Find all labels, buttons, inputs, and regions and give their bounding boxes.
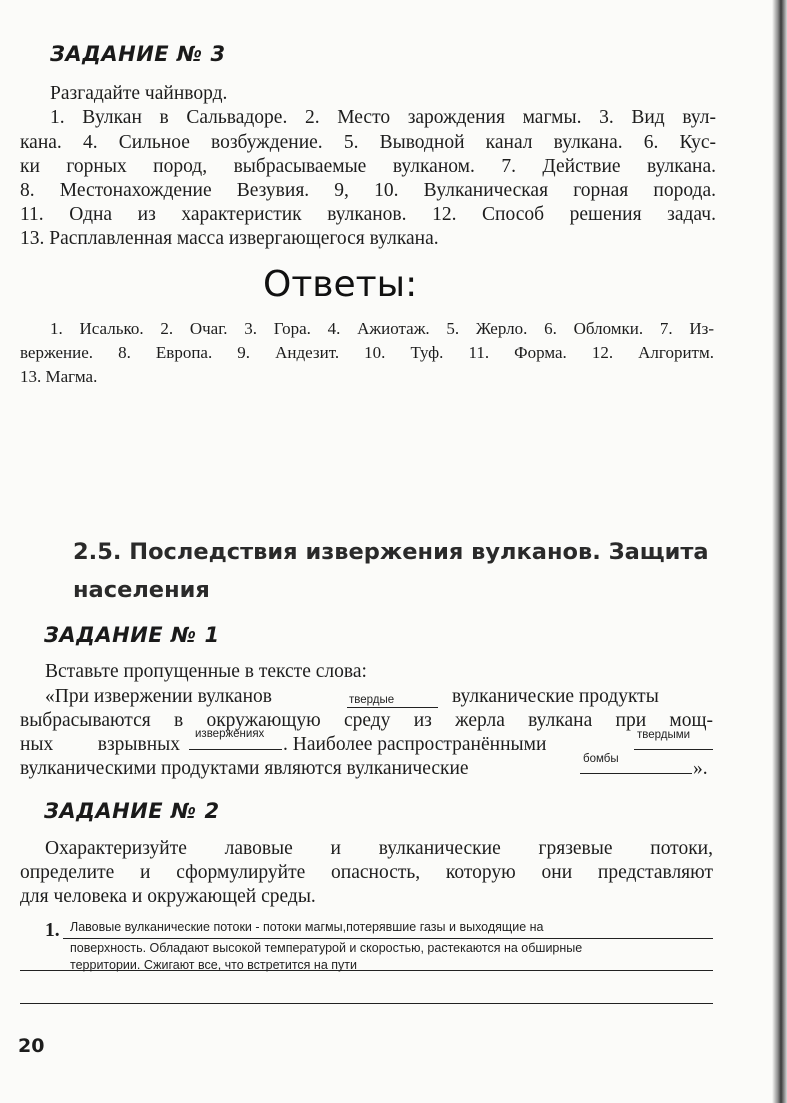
task2-title: ЗАДАНИЕ № 2	[44, 799, 220, 823]
task3-line: кана. 4. Сильное возбуждение. 5. Выводной канал вулкана. 6. Кус-	[20, 132, 716, 153]
task1-instruction: Вставьте пропущенные в тексте слова:	[45, 661, 367, 682]
handwritten-answer-line: территории. Сжигают все, что встретится на пути	[70, 958, 357, 972]
task1-text: вулканические продукты	[452, 686, 659, 707]
answers-line: 1. Исалько. 2. Очаг. 3. Гора. 4. Ажиотаж. 5. Жерло. 6. Обломки. 7. Из-	[50, 319, 714, 338]
task3-line: 13. Расплавленная масса извергающегося вулкана.	[20, 228, 439, 249]
task1-text: вулканическими продуктами являются вулканические	[20, 758, 469, 779]
blank-fill-answer: твердыми	[637, 729, 691, 741]
task1-text: . Наиболее распространёнными	[283, 734, 547, 755]
task1-title: ЗАДАНИЕ № 1	[44, 623, 220, 647]
blank-line	[580, 773, 692, 774]
answer-rule	[20, 1003, 713, 1004]
handwritten-answer-line: поверхность. Обладают высокой температурой и скоростью, растекаются на обширные	[70, 941, 583, 955]
task1-text: «При извержении вулканов	[45, 686, 272, 707]
blank-line	[189, 749, 282, 750]
book-spine-shadow	[772, 0, 787, 1103]
task1-text: ».	[693, 758, 708, 779]
answers-title: Ответы:	[263, 264, 418, 305]
section-title-line1: 2.5. Последствия извержения вулканов. Защита	[73, 539, 709, 565]
task2-text: для человека и окружающей среды.	[20, 886, 316, 907]
answers-line: вержение. 8. Европа. 9. Андезит. 10. Туф. 11. Форма. 12. Алгоритм.	[20, 343, 714, 362]
section-title-line2: населения	[73, 577, 210, 603]
task2-text: определите и сформулируйте опасность, которую они представляют	[20, 862, 713, 883]
task1-text: выбрасываются в окружающую среду из жерла вулкана при мощ-	[20, 710, 713, 731]
task3-line: 11. Одна из характеристик вулканов. 12. Способ решения задач.	[20, 204, 716, 225]
task1-text: ных взрывных	[20, 734, 180, 755]
blank-fill-answer: бомбы	[583, 753, 619, 765]
blank-fill-answer: твердые	[349, 694, 395, 706]
answer-rule	[63, 938, 713, 939]
task3-line: ки горных пород, выбрасываемые вулканом. 7. Действие вулкана.	[20, 156, 716, 177]
task3-title: ЗАДАНИЕ № 3	[50, 42, 226, 66]
page-number: 20	[18, 1035, 45, 1057]
task2-text: Охарактеризуйте лавовые и вулканические грязевые потоки,	[45, 838, 713, 859]
answer-item-number: 1.	[45, 920, 60, 941]
blank-line	[347, 707, 438, 708]
handwritten-answer-line: Лавовые вулканические потоки - потоки магмы,потерявшие газы и выходящие на	[70, 920, 544, 934]
task3-line: 8. Местонахождение Везувия. 9, 10. Вулканическая горная порода.	[20, 180, 716, 201]
task3-instruction: Разгадайте чайнворд.	[50, 83, 228, 104]
task3-line: 1. Вулкан в Сальвадоре. 2. Место зарождения магмы. 3. Вид вул-	[50, 107, 716, 128]
blank-fill-answer: извержениях	[195, 728, 265, 740]
blank-line	[634, 749, 713, 750]
answers-line: 13. Магма.	[20, 367, 98, 386]
